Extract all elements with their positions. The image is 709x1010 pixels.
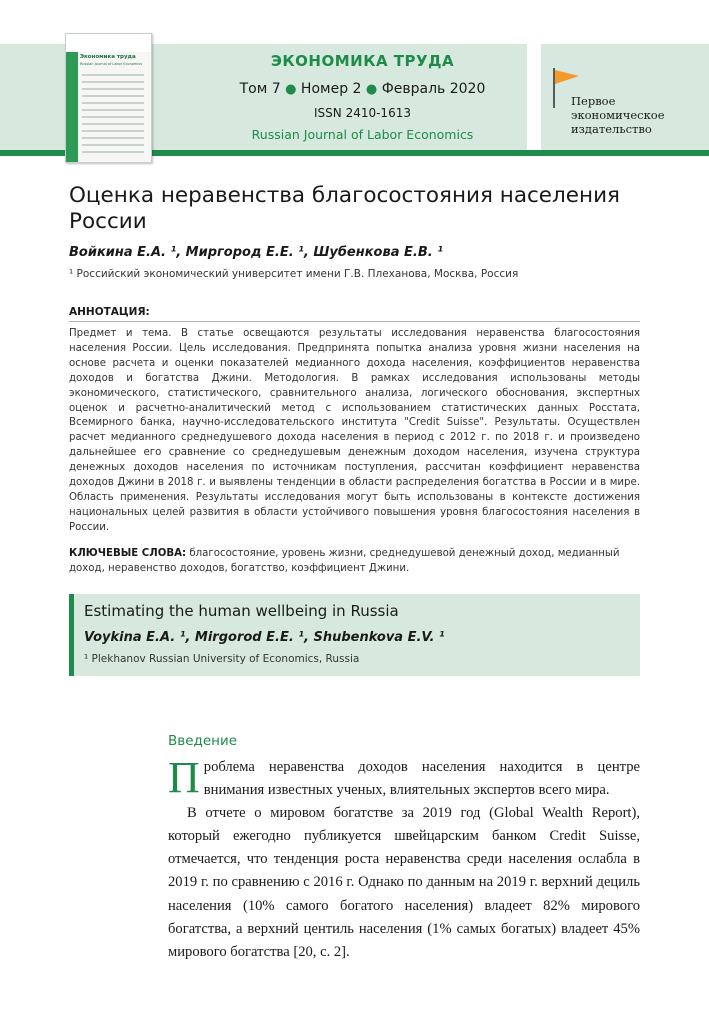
drop-cap: П [168, 753, 200, 802]
publisher-line: издательство [571, 122, 652, 136]
bullet-icon: ● [285, 82, 297, 97]
keywords-label: КЛЮЧЕВЫЕ СЛОВА: [69, 548, 187, 559]
affiliation: ¹ Российский экономический университет имени Г.В. Плеханова, Москва, Россия [69, 268, 519, 280]
cover-contents-lines [82, 74, 144, 158]
paragraph: В отчете о мировом богатстве за 2019 год (Global Wealth Report), который ежегодно публикуется швейцарским банком Credit Suisse, отмечается, что тенденция роста неравенства среди населения ослабла в 2019 г. по сравнению с 2016 г. Однако по данным на 2019 г. верхний дециль населения (10% самого богатого населения) владеет 82% мирового богатства, а верхний центиль населения (1% самых богатых) владеет 45% мирового богатства [20, с. 2]. [168, 805, 640, 960]
cover-title: Экономика труда [80, 54, 136, 60]
publisher-line: Первое [571, 94, 616, 108]
cover-stripe [66, 52, 78, 162]
english-affiliation: ¹ Plekhanov Russian University of Economics, Russia [84, 653, 360, 665]
english-authors: Voykina E.A. ¹, Mirgorod E.E. ¹, Shubenkova E.V. ¹ [84, 630, 445, 645]
bullet-icon: ● [365, 82, 378, 97]
paragraph [168, 753, 640, 802]
article-title: Оценка неравенства благосостояния населения России [69, 183, 620, 234]
cover-top [66, 34, 151, 52]
header-divider [527, 44, 541, 150]
english-summary-bar [69, 594, 74, 676]
publisher-name [571, 94, 665, 136]
publisher-line: экономическое [571, 108, 665, 122]
issue-number: Номер 2 [300, 81, 362, 97]
cover-subtitle: Russian Journal of Labor Economics [80, 62, 143, 66]
english-title: Estimating the human wellbeing in Russia [84, 602, 399, 620]
authors: Войкина Е.А. ¹, Миргород Е.Е. ¹, Шубенкова Е.В. ¹ [69, 245, 443, 260]
abstract-label: АННОТАЦИЯ: [69, 306, 150, 318]
journal-issn: ISSN 2410-1613 [314, 106, 411, 120]
journal-title: ЭКОНОМИКА ТРУДА [270, 52, 455, 70]
keywords-text: благосостояние, уровень жизни, среднедушевой денежный доход, медианный доход, неравенство доходов, богатство, коэффициент Джини. [69, 548, 620, 574]
abstract-text: Предмет и тема. В статье освещаются результаты исследования неравенства благосостояния населения России. Цель исследования. Предпринята попытка анализа уровня жизни населения на основе расчета и оценки показателей медианного дохода населения, коэффициентов неравенства доходов и богатства Джини. Методология. В рамках исследования использованы методы экономического, статистического, сравнительного анализа, логического обоснования, экспертных оценок и расчетно-аналитический метод с использованием статистических данных Росстата, Всемирного банка, научно-исследовательского института "Credit Suisse". Результаты. Осуществлен расчет медианного среднедушевого дохода населения в период с 2012 г. по 2018 г. и произведено дальнейшее его сравнение со среднедушевым денежным доходом населения, изучена структура денежных доходов населения по источникам поступления, рассчитан коэффициент неравенства доходов Джини в 2018 г. и выявлены тенденции в области распределения богатства в России и в мире. Область применения. Результаты исследования могут быть использованы в контексте достижения национальных целей развития в области устойчивого повышения уровня благосостояния населения в России. [69, 328, 640, 533]
abstract-rule [69, 321, 640, 322]
journal-cover-thumbnail [65, 33, 152, 163]
keywords [69, 547, 640, 577]
volume: Том 7 [239, 81, 281, 97]
paragraph-text: роблема неравенства доходов населения находится в центре внимания известных ученых, влиятельных экспертов всего мира. [203, 759, 640, 799]
journal-issue [220, 81, 505, 97]
issue-date: Февраль 2020 [381, 81, 486, 97]
body-text [168, 753, 640, 964]
section-heading-introduction: Введение [168, 733, 238, 749]
journal-english-title: Russian Journal of Labor Economics [251, 127, 474, 142]
